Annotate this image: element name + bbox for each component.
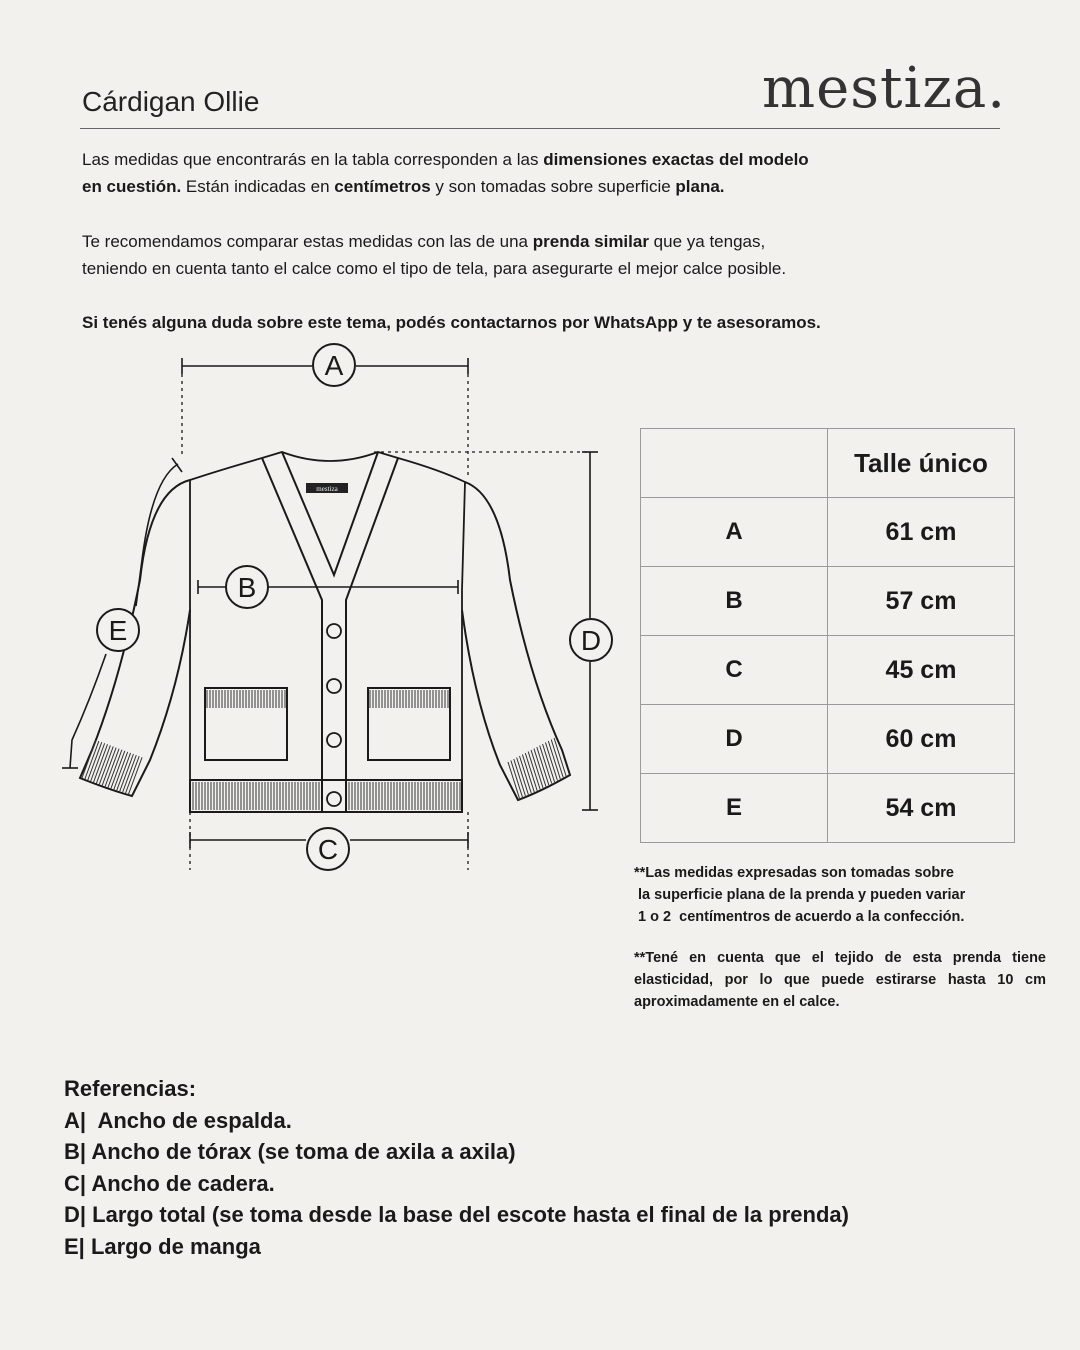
table-header-size: Talle único [828, 429, 1015, 498]
note-line: 1 o 2 centímentros de acuerdo a la confección. [634, 909, 965, 925]
table-header-row [641, 429, 1015, 498]
intro-paragraph-1 [82, 146, 962, 200]
note-line: la superficie plana de la prenda y pueden variar [634, 887, 966, 903]
row-key: A [641, 498, 828, 567]
garment-tag: mestiza [316, 485, 338, 493]
reference-item: B| Ancho de tórax (se toma de axila a axila) [64, 1139, 516, 1164]
row-value: 60 cm [828, 705, 1015, 774]
text: teniendo en cuenta tanto el calce como el tipo de tela, para asegurarte el mejor calce posible. [82, 259, 787, 278]
bold-text: prenda similar [532, 232, 649, 251]
row-key: B [641, 567, 828, 636]
cardigan-diagram [55, 338, 625, 883]
marker-a: A [324, 350, 344, 381]
header-divider [80, 128, 1000, 129]
reference-item: C| Ancho de cadera. [64, 1170, 275, 1196]
intro-paragraph-2 [82, 228, 962, 282]
bold-text: plana. [675, 177, 725, 196]
marker-c: C [317, 834, 339, 865]
marker-e: E [108, 615, 128, 646]
row-value: 61 cm [828, 498, 1015, 567]
size-table [640, 428, 1015, 843]
reference-item: E| Largo de manga [64, 1233, 261, 1259]
row-key: C [641, 636, 828, 705]
marker-d: D [580, 625, 602, 656]
elasticity-note: **Tené en cuenta que el tejido de esta prenda tiene elasticidad, por lo que puede estirarse hasta 10 cm aproximadamente en el calce. [634, 950, 1046, 1010]
table-row [641, 567, 1015, 636]
note-line: **Las medidas expresadas son tomadas sobre [634, 865, 954, 881]
row-value: 54 cm [828, 774, 1015, 843]
row-value: 45 cm [828, 636, 1015, 705]
text: y son tomadas sobre superficie [430, 177, 676, 196]
row-key: E [641, 774, 828, 843]
table-row [641, 636, 1015, 705]
references-title: Referencias: [64, 1076, 197, 1101]
row-key: D [641, 705, 828, 774]
bold-text: centímetros [334, 177, 431, 196]
page-title: Cárdigan Ollie [82, 86, 260, 117]
text: Están indicadas en [181, 177, 335, 196]
text: Te recomendamos comparar estas medidas con las de una [82, 232, 533, 251]
bold-text: dimensiones exactas del modelo [543, 150, 809, 169]
measurement-note [634, 862, 1046, 928]
table-header-empty [641, 429, 828, 498]
table-row [641, 498, 1015, 567]
row-value: 57 cm [828, 567, 1015, 636]
marker-b: B [237, 572, 257, 603]
table-row [641, 705, 1015, 774]
reference-item: D| Largo total (se toma desde la base del escote hasta el final de la prenda) [64, 1202, 849, 1227]
table-row [641, 774, 1015, 843]
brand-logo: mestiza. [762, 56, 1007, 121]
references-list [64, 1073, 849, 1262]
contact-paragraph: Si tenés alguna duda sobre este tema, podés contactarnos por WhatsApp y te asesoramos. [82, 313, 821, 332]
text: Las medidas que encontrarás en la tabla corresponden a las [82, 150, 544, 169]
text: que ya tengas, [648, 232, 766, 251]
reference-item: A| Ancho de espalda. [64, 1107, 292, 1133]
bold-text: en cuestión. [82, 177, 182, 196]
